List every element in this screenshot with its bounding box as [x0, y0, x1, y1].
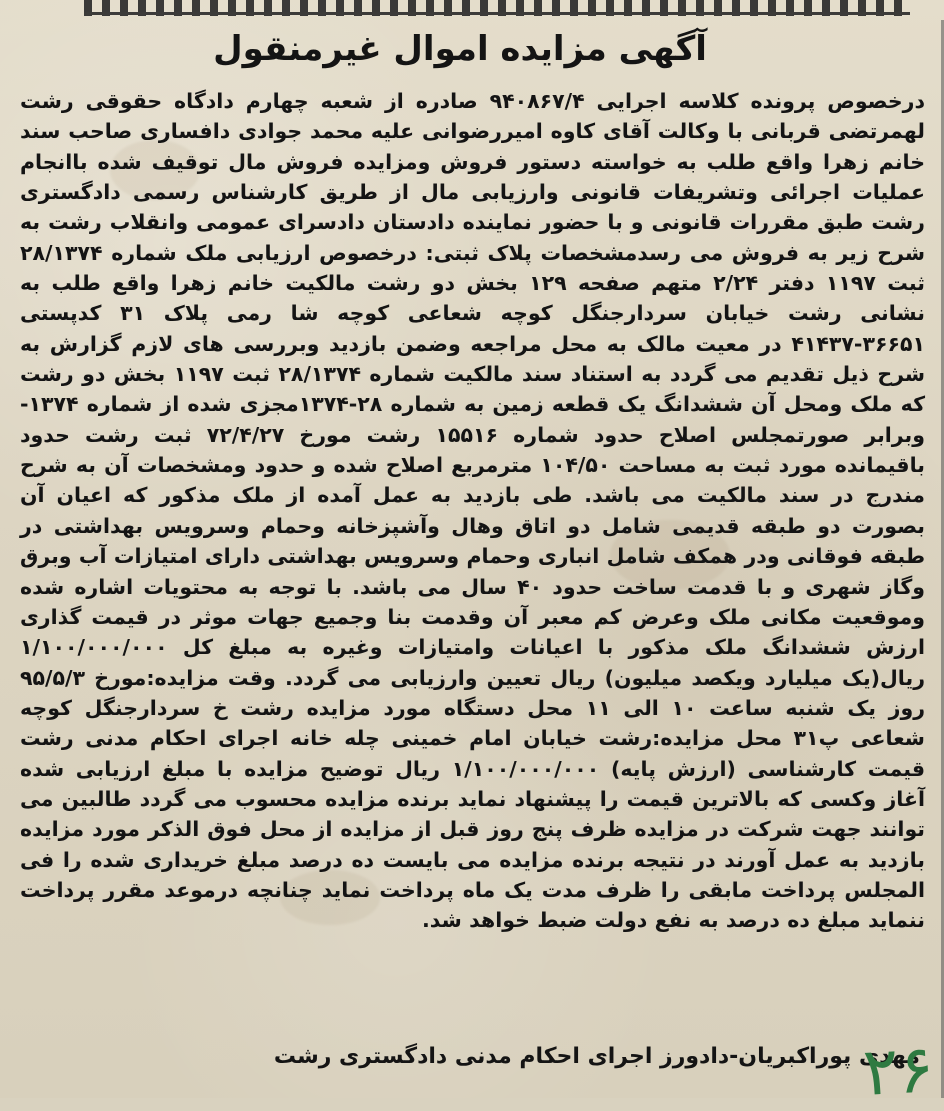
signature-line: مهدی پوراکبریان-دادورز اجرای احکام مدنی دادگستری رشت	[273, 1044, 920, 1069]
notice-title: آگهی مزایده اموال غیرمنقول	[213, 29, 707, 69]
decorative-top-border	[84, 0, 910, 16]
handwritten-page-number: ۲۶	[861, 1030, 936, 1111]
notice-body: درخصوص پرونده کلاسه اجرایی ۹۴۰۸۶۷/۴ صادره از شعبه چهارم دادگاه حقوقی رشت لهمرتضی قربانی با وکالت آقای کاوه امیررضوانی علیه محمد جوادی دافساری صاحب سند خانم زهرا واقع طلب به خواسته دستور فروش ومزایده فروش مال توقیف شده باانجام عملیات اجرائی وتشریفات قانونی وارزیابی مال از طریق کارشناس رسمی دادگستری رشت طبق مقررات قانونی و با حضور نماینده دادستان دادسرای عمومی وانقلاب رشت به شرح زیر به فروش می رسدمشخصات پلاک ثبتی: درخصوص ارزیابی ملک شماره ۲۸/۱۳۷۴ ثبت ۱۱۹۷ دفتر ۲/۲۴ متهم صفحه ۱۲۹ بخش دو رشت مالکیت خانم زهرا واقع طلب به نشانی رشت خیابان سردارجنگل کوچه شعاعی کوچه شا رمی پلاک ۳۱ کدپستی ۳۶۶۵۱-۴۱۴۳۷ در معیت مالک به محل مراجعه وضمن بازدید وبررسی های لازم گزارش به شرح ذیل تقدیم می گردد به استناد سند مالکیت شماره ۲۸/۱۳۷۴ ثبت ۱۱۹۷ بخش دو رشت که ملک ومحل آن ششدانگ یک قطعه زمین به شماره ۲۸-۱۳۷۴مجزی شده از شماره ۱۳۷۴-وبرابر صورتمجلس اصلاح حدود شماره ۱۵۵۱۶ رشت مورخ ۷۲/۴/۲۷ ثبت رشت حدود باقیمانده مورد ثبت به مساحت ۱۰۴/۵۰ مترمربع اصلاح شده و حدود ومشخصات آن به شرح مندرج در سند مالکیت می باشد. طی بازدید به عمل آمده از ملک مذکور که اعیان آن بصورت دو طبقه قدیمی شامل دو اتاق وهال وآشپزخانه وحمام وسرویس بهداشتی در طبقه فوقانی ودر همکف شامل انباری وحمام وسرویس بهداشتی دارای امتیازات آب وبرق وگاز شهری و با قدمت ساخت حدود ۴۰ سال می باشد. با توجه به محتویات اشاره شده وموقعیت مکانی ملک وعرض کم معبر آن وقدمت بنا وجمیع جهات موثر در قیمت گذاری ارزش ششدانگ ملک مذکور با اعیانات وامتیازات وغیره به مبلغ کل ۱/۱۰۰/۰۰۰/۰۰۰ ریال(یک میلیارد ویکصد میلیون) ریال تعیین وارزیابی می گردد. وقت مزایده:مورخ ۹۵/۵/۳ روز یک شنبه ساعت ۱۰ الی ۱۱ محل دستگاه مورد مزایده رشت خ سردارجنگل کوچه شعاعی پ۳۱ محل مزایده:رشت خیابان امام خمینی چله خانه اجرای احکام مدنی رشت قیمت کارشناسی (ارزش پایه) ۱/۱۰۰/۰۰۰/۰۰۰ ریال توضیح مزایده با مبلغ ارزیابی شده آغاز وکسی که بالاترین قیمت را پیشنهاد نماید برنده مزایده محسوب می گردد طالبین می توانند جهت شرکت در مزایده ظرف پنج روز قبل از مزایده از محل فوق الذکر مورد مزایده بازدید به عمل آورند در نتیجه برنده مزایده می بایست ده درصد مبلغ خریداری شده را فی المجلس پرداخت مابقی را ظرف مدت یک ماه پرداخت نماید چنانچه درموعد مقرر پرداخت ننماید مبلغ ده درصد به نفع دولت ضبط خواهد شد.	[20, 89, 926, 933]
